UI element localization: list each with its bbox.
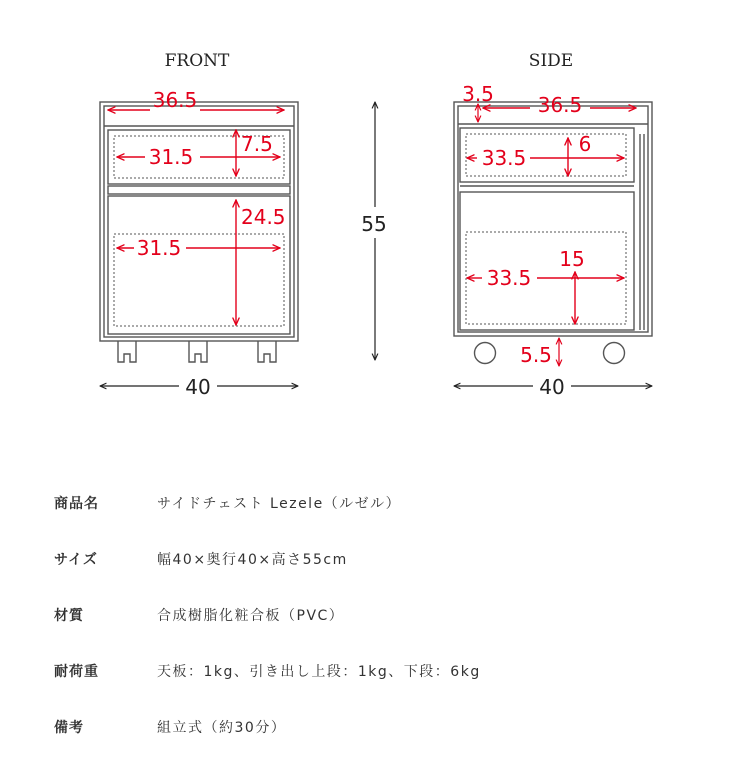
spec-row-product-name bbox=[0, 493, 750, 513]
spec-label: 材質 bbox=[54, 608, 84, 624]
side-lower-drawer-height-dim bbox=[559, 247, 584, 324]
side-caster-height-dim bbox=[520, 338, 559, 367]
spec-row-notes bbox=[0, 717, 750, 737]
side-upper-drawer-depth-dim bbox=[467, 146, 624, 170]
spec-label: 備考 bbox=[54, 720, 84, 736]
side-upper-drawer-height-label: 6 bbox=[578, 132, 592, 156]
spec-label: 耐荷重 bbox=[54, 664, 99, 680]
overall-height-dim bbox=[361, 102, 386, 360]
spec-value: 天板：1kg、引き出し上段：1kg、下段：6kg bbox=[157, 664, 481, 680]
side-caster-front bbox=[475, 343, 496, 364]
front-overall-width-dim bbox=[100, 375, 298, 399]
side-upper-drawer-depth-label: 33.5 bbox=[481, 146, 527, 170]
side-caster-height-label: 5.5 bbox=[520, 343, 552, 367]
side-caster-back bbox=[604, 343, 625, 364]
side-depth-top-dim bbox=[483, 93, 636, 117]
side-depth-top-label: 36.5 bbox=[537, 93, 583, 117]
spec-row-load-capacity bbox=[0, 661, 750, 681]
front-width-top-label: 36.5 bbox=[152, 88, 198, 112]
side-top-thickness-label: 3.5 bbox=[462, 82, 494, 106]
overall-height-label: 55 bbox=[361, 212, 387, 236]
front-caster-right bbox=[258, 341, 276, 362]
side-cabinet-outline bbox=[454, 102, 652, 336]
spec-value: 組立式（約30分） bbox=[157, 720, 287, 736]
side-upper-drawer-height-dim bbox=[568, 132, 591, 176]
front-upper-drawer-width-label: 31.5 bbox=[148, 145, 194, 169]
spec-value: 幅40×奥行40×高さ55cm bbox=[157, 552, 348, 568]
front-lower-drawer-height-label: 24.5 bbox=[241, 205, 286, 229]
front-caster-group bbox=[118, 341, 276, 362]
spec-value: 合成樹脂化粧合板（PVC） bbox=[157, 608, 345, 624]
spec-label: サイズ bbox=[54, 552, 98, 568]
front-caster-left bbox=[118, 341, 136, 362]
spec-row-size bbox=[0, 549, 750, 569]
spec-value: サイドチェスト Lezele（ルゼル） bbox=[157, 496, 402, 512]
spec-label: 商品名 bbox=[54, 496, 99, 512]
side-lower-drawer-depth-dim bbox=[467, 266, 624, 290]
front-view-title: FRONT bbox=[164, 51, 230, 71]
spec-row-material bbox=[0, 605, 750, 625]
side-lower-drawer-height-label: 15 bbox=[559, 247, 585, 271]
front-overall-width-label: 40 bbox=[185, 375, 211, 399]
side-overall-depth-label: 40 bbox=[539, 375, 565, 399]
front-lower-drawer-width-label: 31.5 bbox=[136, 236, 182, 260]
side-view-title: SIDE bbox=[528, 51, 574, 71]
side-lower-drawer-depth-label: 33.5 bbox=[486, 266, 532, 290]
side-top-thickness-dim bbox=[462, 82, 494, 122]
side-overall-depth-dim bbox=[454, 375, 652, 399]
front-lower-drawer-width-dim bbox=[117, 236, 280, 260]
front-upper-drawer-height-label: 7.5 bbox=[241, 132, 273, 156]
front-caster-center bbox=[189, 341, 207, 362]
front-upper-drawer-height-dim bbox=[236, 130, 273, 176]
front-width-top-dim bbox=[108, 88, 284, 112]
front-lower-drawer-height-dim bbox=[236, 200, 286, 325]
